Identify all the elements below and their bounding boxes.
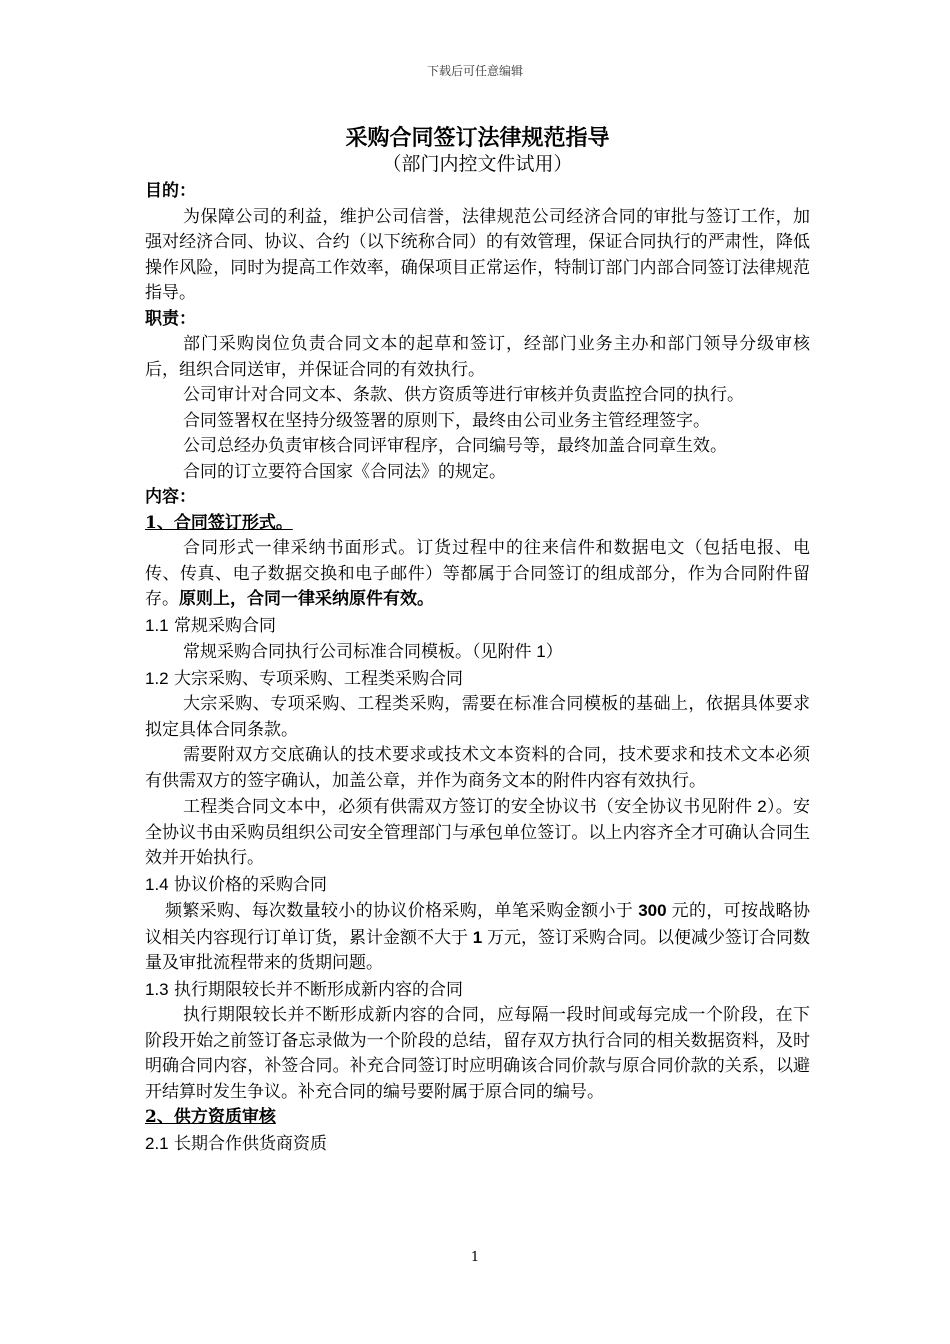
subsection-title: 常规采购合同: [168, 615, 277, 636]
subsection-1-4-heading: [145, 872, 810, 899]
section-2-heading: 2、供方资质审核: [145, 1107, 276, 1127]
subsection-1-2-heading: [145, 666, 810, 693]
text-fragment: 常规采购合同执行公司标准合同模板。（见附件: [183, 642, 532, 662]
subsection-title: 大宗采购、专项采购、工程类采购合同: [168, 668, 464, 689]
page-header: 下载后可任意编辑: [426, 64, 523, 78]
subsection-1-4-text: [145, 898, 810, 977]
section-1-text: 合同形式一律采纳书面形式。订货过程中的往来信件和数据电文（包括电报、电传、传真、电子数据交换和电子邮件）等都属于合同签订的组成部分，作为合同附件留存。: [145, 538, 810, 609]
section-1-bold-text: 原则上，合同一律采纳原件有效。: [179, 589, 434, 609]
subsection-1-3-heading: [145, 977, 810, 1004]
subsection-number: 1.3: [145, 979, 169, 999]
subsection-1-3-text: 执行期限较长并不断形成新内容的合同，应每隔一段时间或每完成一个阶段，在下阶段开始之前签订备忘录做为一个阶段的总结，留存双方执行合同的相关数据资料，及时明确合同内容，补签合同。补充合同签订时应明确该合同价款与原合同价款的关系，以避开结算时发生争议。补充合同的编号要附属于原合同的编号。: [145, 1005, 810, 1102]
subsection-title: 长期合作供货商资质: [168, 1133, 328, 1154]
text-fragment: 万元，签订采购合同。以便减少签订合同数量及审批流程带来的货期问题。: [145, 927, 810, 973]
subsection-number: 1.4: [145, 874, 169, 894]
text-fragment: 工程类合同文本中，必须有供需双方签订的安全协议书（安全协议书见附件: [183, 797, 753, 817]
purpose-text: 为保障公司的利益，维护公司信誉，法律规范公司经济合同的审批与签订工作，加强对经济合同、协议、合约（以下统称合同）的有效管理，保证合同执行的严肃性，降低操作风险，同时为提高工作效率，确保项目正常运作，特制订部门内部合同签订法律规范指导。: [145, 206, 810, 303]
subsection-2-1-heading: [145, 1131, 810, 1158]
section-1-paragraph: [145, 536, 810, 613]
text-fragment: 频繁采购、每次数量较小的协议价格采购，单笔采购金额小于: [165, 901, 634, 921]
purpose-heading: 目的：: [145, 181, 196, 201]
page-number: 1: [470, 1250, 480, 1265]
text-fragment: ）: [545, 642, 563, 662]
subsection-title: 执行期限较长并不断形成新内容的合同: [168, 979, 464, 1000]
subsection-1-1-heading: [145, 613, 810, 640]
amount-number: 300: [633, 901, 672, 920]
subsection-number: 2.1: [145, 1133, 169, 1153]
document-subtitle: （部门内控文件试用）: [382, 153, 573, 175]
document-body: [145, 124, 810, 1157]
document-title: 采购合同签订法律规范指导: [345, 125, 610, 151]
duty-item: 公司审计对合同文本、条款、供方资质等进行审核并负责监控合同的执行。: [183, 385, 744, 405]
subsection-1-2-para-3: [145, 794, 810, 872]
duty-item: 合同签署权在坚持分级签署的原则下，最终由公司业务主管经理签字。: [183, 410, 710, 431]
subsection-1-1-text: [145, 639, 810, 666]
text-fragment: 元的，可按战略协议相关内容现行订单订货，累计金额不大于: [145, 901, 811, 948]
duty-item: 合同的订立要符合国家《合同法》的规定。: [183, 461, 506, 482]
duty-item: 公司总经办负责审核合同评审程序，合同编号等，最终加盖合同章生效。: [183, 436, 727, 456]
subsection-1-2-para-1: 大宗采购、专项采购、工程类采购，需要在标准合同模板的基础上，依据具体要求拟定具体合同条款。: [145, 694, 810, 740]
subsection-number: 1.2: [145, 668, 169, 688]
subsection-number: 1.1: [145, 615, 169, 635]
annex-number: 2: [752, 797, 767, 816]
amount-number: 1: [468, 927, 487, 947]
content-heading: 内容：: [145, 487, 196, 507]
section-1-heading: 1、合同签订形式。: [145, 512, 293, 533]
subsection-1-2-para-2: 需要附双方交底确认的技术要求或技术文本资料的合同，技术要求和技术文本必须有供需双方的签字确认，加盖公章，并作为商务文本的附件内容有效执行。: [145, 745, 810, 791]
text-fragment: ）。安全协议书由采购员组织公司安全管理部门与承包单位签订。以上内容齐全才可确认合同生效并开始执行。: [145, 797, 811, 868]
annex-number: 1: [531, 642, 546, 661]
duty-item: 部门采购岗位负责合同文本的起草和签订，经部门业务主办和部门领导分级审核后，组织合同送审，并保证合同的有效执行。: [145, 334, 810, 380]
subsection-title: 协议价格的采购合同: [168, 874, 328, 895]
duties-heading: 职责：: [145, 308, 196, 329]
